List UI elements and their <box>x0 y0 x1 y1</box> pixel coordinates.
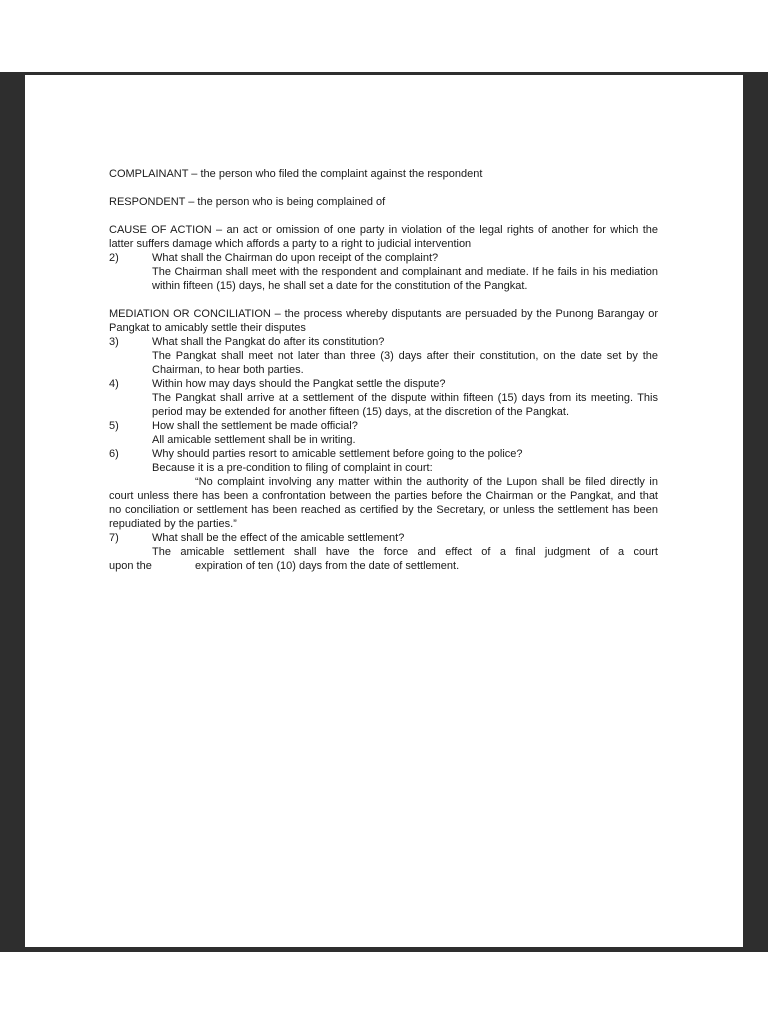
question-number: 5) <box>109 420 119 432</box>
quoted-provision: “No complaint involving any matter within the authority of the Lupon shall be filed directly in court unless there has been a confrontation between the parties before the Chairman or the Pangkat, and that no conciliation or settlement has been reached as certified by the Secretary, or unless the settlement has been repudiated by the parties.” <box>109 476 658 530</box>
definition-mediation: MEDIATION OR CONCILIATION – the process whereby disputants are persuaded by the Punong Barangay or Pangkat to amicably settle their disputes <box>109 308 658 334</box>
page-content <box>109 167 658 573</box>
question-3 <box>109 335 658 349</box>
answer-2: The Chairman shall meet with the respondent and complainant and mediate. If he fails in his mediation within fifteen (15) days, he shall set a date for the constitution of the Pangkat. <box>152 266 658 292</box>
answer-6: Because it is a pre-condition to filing of complaint in court: <box>152 462 433 474</box>
question-5 <box>109 419 658 433</box>
question-text: What shall be the effect of the amicable settlement? <box>152 532 405 544</box>
continuation-end: expiration of ten (10) days from the date of settlement. <box>195 560 460 572</box>
question-6 <box>109 447 658 461</box>
definition-complainant: COMPLAINANT – the person who filed the complaint against the respondent <box>109 168 483 180</box>
continuation-start: upon the <box>109 560 152 572</box>
answer-3: The Pangkat shall meet not later than three (3) days after their constitution, on the date set by the Chairman, to hear both parties. <box>152 350 658 376</box>
question-4 <box>109 377 658 391</box>
question-2 <box>109 251 658 265</box>
answer-7-continuation <box>109 559 658 573</box>
question-text: Within how may days should the Pangkat settle the dispute? <box>152 378 446 390</box>
definition-respondent: RESPONDENT – the person who is being complained of <box>109 196 386 208</box>
definition-cause-of-action: CAUSE OF ACTION – an act or omission of one party in violation of the legal rights of another for which the latter suffers damage which affords a party to a right to judicial intervention <box>109 224 658 250</box>
question-number: 6) <box>109 448 119 460</box>
question-text: Why should parties resort to amicable settlement before going to the police? <box>152 448 523 460</box>
question-number: 3) <box>109 336 119 348</box>
question-text: How shall the settlement be made official? <box>152 420 358 432</box>
question-number: 2) <box>109 252 119 264</box>
question-text: What shall the Pangkat do after its constitution? <box>152 336 385 348</box>
question-number: 7) <box>109 532 119 544</box>
question-7 <box>109 531 658 545</box>
answer-5: All amicable settlement shall be in writing. <box>152 434 356 446</box>
question-text: What shall the Chairman do upon receipt of the complaint? <box>152 252 439 264</box>
answer-4: The Pangkat shall arrive at a settlement of the dispute within fifteen (15) days from its meeting. This period may be extended for another fifteen (15) days, at the discretion of the Pangkat. <box>152 392 658 418</box>
question-number: 4) <box>109 378 119 390</box>
document-page <box>25 75 743 947</box>
answer-7: The amicable settlement shall have the force and effect of a final judgment of a court <box>152 546 658 558</box>
